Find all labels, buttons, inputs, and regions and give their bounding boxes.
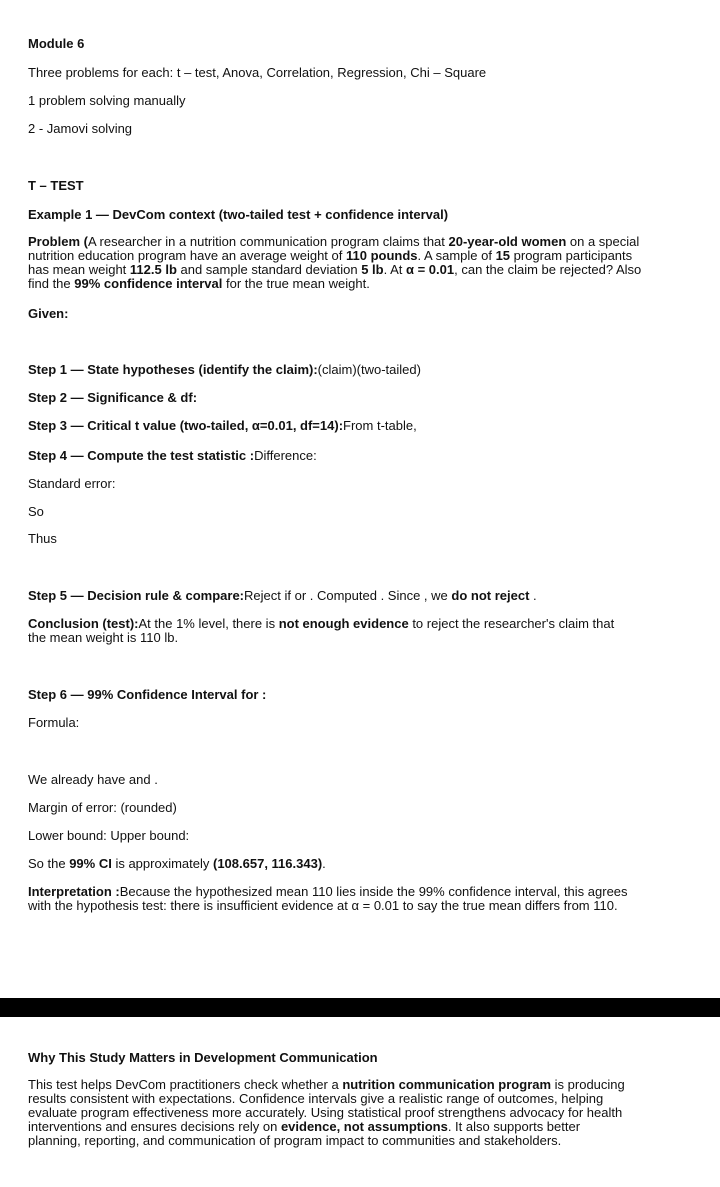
- thus-line: Thus: [28, 531, 57, 546]
- why-title: Why This Study Matters in Development Communication: [28, 1050, 378, 1065]
- step-5: Step 5 — Decision rule & compare:Reject if or . Computed . Since , we do not reject .: [28, 588, 537, 603]
- margin-of-error-line: Margin of error: (rounded): [28, 800, 177, 815]
- page-break-bar: [0, 998, 720, 1017]
- task-jamovi: 2 - Jamovi solving: [28, 121, 133, 136]
- confidence-interval-line: So the 99% CI is approximately (108.657, 116.343).: [28, 856, 326, 871]
- task-manual: 1 problem solving manually: [28, 93, 186, 108]
- step-4: Step 4 — Compute the test statistic :Difference:: [28, 448, 317, 463]
- step-6: Step 6 — 99% Confidence Interval for :: [28, 687, 267, 702]
- problem-statement: Problem (A researcher in a nutrition communication program claims that 20-year-old women on a special nutrition education program have an average weight of 110 pounds. A sample of 15 program participants has mean weight 112.5 lb and sample standard deviation 5 lb. At α = 0.01, can the claim be rejected? Also find the 99% confidence interval for the true mean weight.: [28, 234, 642, 291]
- conclusion: Conclusion (test):At the 1% level, there is not enough evidence to reject the researcher's claim that the mean weight is 110 lb.: [28, 616, 615, 645]
- given-label: Given:: [28, 306, 69, 321]
- why-paragraph: This test helps DevCom practitioners check whether a nutrition communication program is producing results consistent with expectations. Confidence intervals give a realistic range of outcomes, helping evaluate program effectiveness more accurately. Using statistical proof strengthens advocacy for health interventions and ensures decisions rely on evidence, not assumptions. It also supports better planning, reporting, and communication of program impact to communities and stakeholders.: [28, 1077, 625, 1148]
- module-title: Module 6: [28, 36, 85, 51]
- interpretation: Interpretation :Because the hypothesized mean 110 lies inside the 99% confidence interval, this agrees with the hypothesis test: there is insufficient evidence at α = 0.01 to say the true mean differs from 110.: [28, 884, 628, 913]
- already-line: We already have and .: [28, 772, 158, 787]
- step-1: Step 1 — State hypotheses (identify the claim):(claim)(two-tailed): [28, 362, 421, 377]
- bounds-line: Lower bound: Upper bound:: [28, 828, 190, 843]
- formula-line: Formula:: [28, 715, 80, 730]
- so-line: So: [28, 504, 44, 519]
- standard-error-line: Standard error:: [28, 476, 116, 491]
- step-3: Step 3 — Critical t value (two-tailed, α=0.01, df=14):From t-table,: [28, 418, 417, 433]
- intro-text: Three problems for each: t – test, Anova, Correlation, Regression, Chi – Square: [28, 65, 487, 80]
- example-title: Example 1 — DevCom context (two-tailed test + confidence interval): [28, 207, 449, 222]
- section-title: T – TEST: [28, 178, 84, 193]
- step-2: Step 2 — Significance & df:: [28, 390, 198, 405]
